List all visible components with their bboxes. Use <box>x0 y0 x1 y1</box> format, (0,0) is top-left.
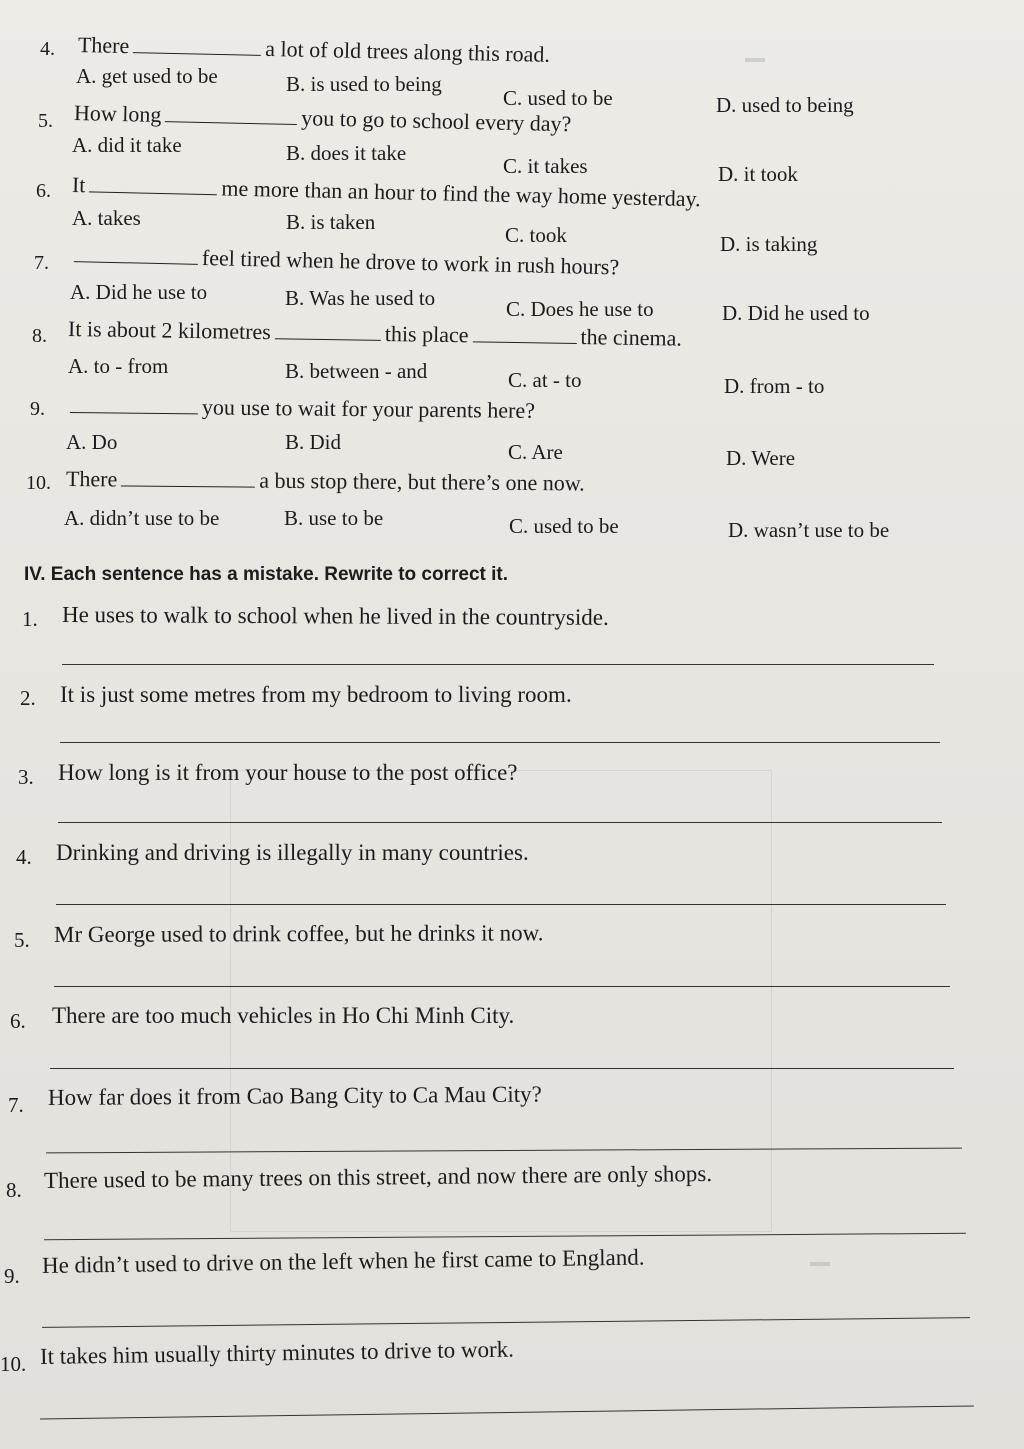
option-d[interactable]: D. is taking <box>720 232 818 256</box>
sentence-text: Mr George used to drink coffee, but he drinks it now. <box>53 920 544 947</box>
option-d[interactable]: D. wasn’t use to be <box>728 518 890 542</box>
option-a[interactable]: A. Do <box>66 430 118 454</box>
sentence-number: 7. <box>8 1093 24 1117</box>
stem-start: It <box>71 172 86 198</box>
option-a[interactable]: A. get used to be <box>76 64 218 88</box>
sentence-number: 3. <box>18 765 34 789</box>
question-number: 6. <box>36 180 51 202</box>
answer-line[interactable] <box>42 1317 970 1328</box>
sentence-text: He uses to walk to school when he lived in the countryside. <box>61 602 609 630</box>
answer-blank[interactable] <box>133 34 261 56</box>
option-d[interactable]: D. Did he used to <box>722 301 870 325</box>
question-number: 7. <box>34 252 49 274</box>
option-d[interactable]: D. it took <box>718 162 798 186</box>
sentence-number: 1. <box>22 607 38 631</box>
option-a[interactable]: A. Did he use to <box>70 280 208 304</box>
question-stem <box>74 100 572 137</box>
answer-line[interactable] <box>44 1233 966 1240</box>
sentence-text: There are too much vehicles in Ho Chi Minh City. <box>52 1003 515 1028</box>
stem-end: you use to wait for your parents here? <box>201 394 536 423</box>
question-number: 4. <box>40 38 55 60</box>
sentence-number: 5. <box>14 928 30 952</box>
option-b[interactable]: B. Did <box>285 430 342 454</box>
stem-end: a lot of old trees along this road. <box>265 35 551 67</box>
option-d[interactable]: D. used to being <box>716 93 854 117</box>
option-b[interactable]: B. use to be <box>284 506 384 530</box>
sentence-text: How long is it from your house to the post office? <box>58 760 518 785</box>
sentence-text: It takes him usually thirty minutes to drive to work. <box>39 1336 515 1369</box>
stem-start <box>70 242 71 267</box>
answer-line[interactable] <box>58 822 942 823</box>
stem-start: There <box>65 466 118 492</box>
sentence-text: It is just some metres from my bedroom to living room. <box>60 682 572 707</box>
answer-line[interactable] <box>56 904 946 905</box>
question-number: 10. <box>26 472 51 494</box>
option-d[interactable]: D. Were <box>726 446 796 470</box>
answer-blank[interactable] <box>165 103 297 125</box>
answer-blank[interactable] <box>121 467 255 487</box>
option-b[interactable]: B. between - and <box>285 359 428 383</box>
option-c[interactable]: C. used to be <box>503 86 613 110</box>
answer-line[interactable] <box>40 1405 974 1419</box>
sentence-number: 6. <box>10 1009 26 1033</box>
option-b[interactable]: B. is taken <box>286 210 376 234</box>
section-heading: IV. Each sentence has a mistake. Rewrite to correct it. <box>24 564 509 585</box>
answer-blank[interactable] <box>74 243 198 265</box>
stem-end: the cinema. <box>580 324 683 351</box>
answer-blank[interactable] <box>89 173 217 195</box>
sentence-text: There used to be many trees on this street, and now there are only shops. <box>43 1161 713 1193</box>
option-c[interactable]: C. it takes <box>503 154 588 178</box>
option-c[interactable]: C. took <box>505 223 567 247</box>
question-stem <box>78 32 550 68</box>
answer-blank[interactable] <box>275 320 381 341</box>
question-number: 8. <box>32 325 47 347</box>
answer-line[interactable] <box>50 1068 954 1069</box>
sentence-number: 4. <box>16 845 32 869</box>
option-a[interactable]: A. didn’t use to be <box>64 506 220 530</box>
sentence-number: 9. <box>4 1264 20 1288</box>
answer-line[interactable] <box>54 986 950 987</box>
option-a[interactable]: A. did it take <box>72 133 182 157</box>
option-c[interactable]: C. Does he use to <box>506 297 654 321</box>
option-b[interactable]: B. does it take <box>286 141 407 165</box>
question-stem <box>66 393 535 424</box>
option-b[interactable]: B. Was he used to <box>285 286 436 310</box>
sentence-number: 2. <box>20 686 36 710</box>
stem-start: It is about 2 kilometres <box>67 316 272 345</box>
bleed-through-tag <box>745 58 765 62</box>
question-stem <box>66 466 585 497</box>
question-number: 9. <box>30 398 45 420</box>
sentence-text: He didn’t used to drive on the left when he first came to England. <box>41 1244 645 1278</box>
stem-end: feel tired when he drove to work in rush hours? <box>201 244 620 280</box>
answer-line[interactable] <box>60 742 940 743</box>
stem-start: How long <box>73 100 162 127</box>
answer-line[interactable] <box>62 664 934 665</box>
stem-middle: this place <box>384 320 469 348</box>
option-c[interactable]: C. used to be <box>509 514 619 538</box>
option-b[interactable]: B. is used to being <box>286 72 442 96</box>
stem-end: me more than an hour to find the way home yesterday. <box>221 175 701 212</box>
answer-blank[interactable] <box>472 323 576 344</box>
answer-blank[interactable] <box>70 394 198 414</box>
stem-end: a bus stop there, but there’s one now. <box>259 467 585 496</box>
question-stem <box>72 172 701 212</box>
option-a[interactable]: A. takes <box>72 206 141 230</box>
stem-end: you to go to school every day? <box>301 105 572 137</box>
sentence-text: How far does it from Cao Bang City to Ca Mau City? <box>47 1081 542 1110</box>
sentence-text: Drinking and driving is illegally in many countries. <box>56 840 529 865</box>
bleed-through-tag <box>810 1262 830 1266</box>
stem-start: There <box>77 32 130 59</box>
option-c[interactable]: C. Are <box>508 440 563 464</box>
sentence-number: 10. <box>0 1352 27 1376</box>
option-c[interactable]: C. at - to <box>508 368 582 392</box>
option-d[interactable]: D. from - to <box>724 374 825 398</box>
sentence-number: 8. <box>6 1178 22 1202</box>
question-number: 5. <box>38 110 53 132</box>
option-a[interactable]: A. to - from <box>68 354 169 378</box>
